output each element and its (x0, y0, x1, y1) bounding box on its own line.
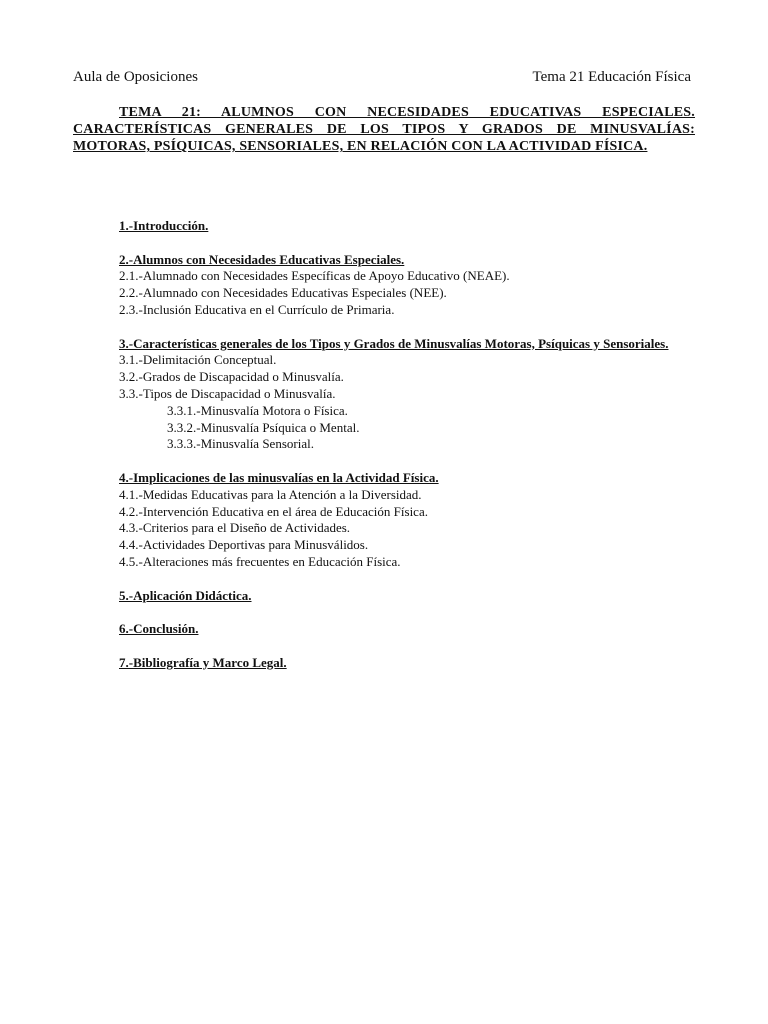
list-item: 4.1.-Medidas Educativas para la Atención a la Diversidad. (119, 486, 422, 502)
list-subitem: 3.3.1.-Minusvalía Motora o Física. (167, 402, 348, 418)
list-item: 3.1.-Delimitación Conceptual. (119, 352, 277, 368)
page-header (73, 69, 691, 86)
list-item: 4.3.-Criterios para el Diseño de Actividades. (119, 520, 351, 536)
list-item: 2.2.-Alumnado con Necesidades Educativas Especiales (NEE). (119, 285, 447, 301)
header-right: Tema 21 Educación Física (532, 69, 691, 85)
header-left: Aula de Oposiciones (73, 69, 198, 85)
title-text: TEMA 21: ALUMNOS CON NECESIDADES EDUCATIVAS ESPECIALES. CARACTERÍSTICAS GENERALES DE LOS TIPOS Y GRADOS DE MINUSVALÍAS: MOTORAS, PSÍQUICAS, SENSORIALES, EN RELACIÓN CON LA ACTIVIDAD FÍSICA. (73, 105, 695, 154)
list-item: 4.5.-Alteraciones más frecuentes en Educación Física. (119, 553, 401, 569)
list-subitem: 3.3.3.-Minusvalía Sensorial. (167, 436, 314, 452)
section-heading-4: 4.-Implicaciones de las minusvalías en la Actividad Física. (119, 469, 439, 485)
section-heading-7: 7.-Bibliografía y Marco Legal. (119, 654, 287, 670)
table-of-contents (73, 218, 695, 672)
section-heading-3: 3.-Características generales de los Tipos y Grados de Minusvalías Motoras, Psíquicas y Sensoriales. (119, 335, 669, 351)
list-item: 4.4.-Actividades Deportivas para Minusválidos. (119, 537, 369, 553)
section-heading-2: 2.-Alumnos con Necesidades Educativas Especiales. (119, 251, 405, 267)
document-title (73, 104, 695, 155)
section-heading-5: 5.-Aplicación Didáctica. (119, 587, 252, 603)
list-subitem: 3.3.2.-Minusvalía Psíquica o Mental. (167, 419, 360, 435)
list-item: 4.2.-Intervención Educativa en el área de Educación Física. (119, 503, 428, 519)
list-item: 3.2.-Grados de Discapacidad o Minusvalía. (119, 369, 344, 385)
section-heading-6: 6.-Conclusión. (119, 621, 199, 637)
section-heading-1: 1.-Introducción. (119, 218, 209, 233)
list-item: 2.3.-Inclusión Educativa en el Currículo de Primaria. (119, 301, 395, 317)
list-item: 2.1.-Alumnado con Necesidades Específicas de Apoyo Educativo (NEAE). (119, 268, 510, 284)
list-item: 3.3.-Tipos de Discapacidad o Minusvalía. (119, 385, 336, 401)
